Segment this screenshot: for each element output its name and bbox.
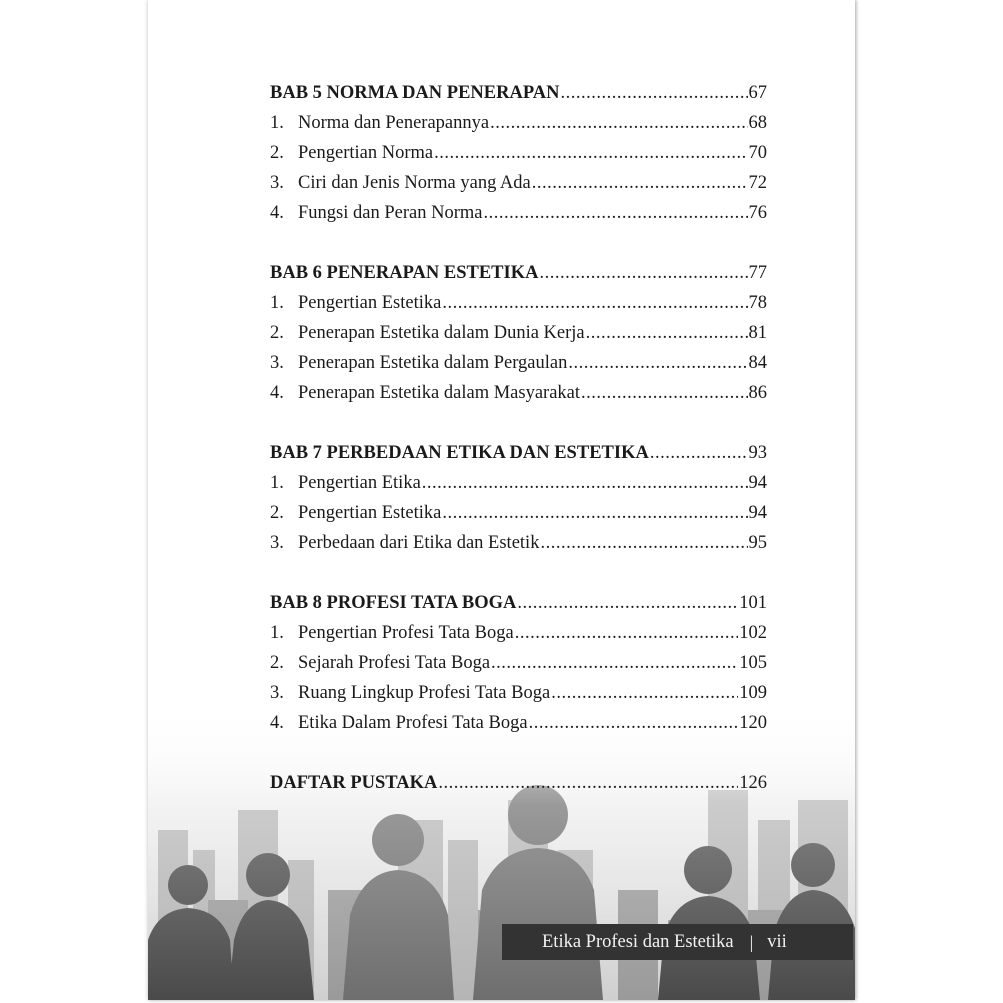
toc-entry-number: 3.	[270, 533, 284, 553]
toc-entry-number: 1.	[270, 113, 284, 133]
toc-entry-page: 95	[748, 533, 767, 553]
toc-chapter	[270, 258, 767, 408]
toc-entry[interactable]	[270, 618, 767, 648]
toc-entry-number: 1.	[270, 473, 284, 493]
toc-entry[interactable]	[270, 528, 767, 558]
toc-entry-number: 2.	[270, 143, 284, 163]
footer-page-number: vii	[767, 932, 787, 952]
toc-entry-number: 2.	[270, 503, 284, 523]
toc-entry-number: 2.	[270, 653, 284, 673]
toc-entry-page: 102	[739, 623, 767, 643]
toc-leader-dots	[422, 468, 748, 498]
toc-entry[interactable]	[270, 198, 767, 228]
toc-leader-dots	[586, 318, 748, 348]
toc-entry-page: 70	[748, 143, 767, 163]
toc-chapter	[270, 78, 767, 228]
toc-entry[interactable]	[270, 108, 767, 138]
toc-entry-title: Penerapan Estetika dalam Pergaulan	[298, 353, 568, 373]
toc-chapter-title: DAFTAR PUSTAKA	[270, 773, 438, 793]
footer-book-title: Etika Profesi dan Estetika	[542, 932, 734, 952]
toc-chapter-title: BAB 8 PROFESI TATA BOGA	[270, 593, 517, 613]
toc-chapter-heading[interactable]	[270, 78, 767, 108]
document-page	[148, 0, 855, 1000]
toc-leader-dots	[490, 108, 747, 138]
toc-leader-dots	[650, 438, 748, 468]
toc-leader-dots	[540, 528, 747, 558]
toc-entry-page: 109	[739, 683, 767, 703]
toc-leader-dots	[532, 168, 748, 198]
toc-leader-dots	[581, 378, 747, 408]
toc-leader-dots	[529, 708, 739, 738]
toc-entry[interactable]	[270, 708, 767, 738]
toc-entry-title: Pengertian Etika	[298, 473, 421, 493]
toc-entry-title: Pengertian Profesi Tata Boga	[298, 623, 514, 643]
toc-entry-page: 94	[748, 503, 767, 523]
toc-chapter-heading[interactable]	[270, 258, 767, 288]
toc-chapter-heading[interactable]	[270, 588, 767, 618]
toc-entry[interactable]	[270, 678, 767, 708]
toc-chapter-heading[interactable]	[270, 768, 767, 798]
toc-chapter-page: 126	[739, 773, 767, 793]
toc-entry-page: 72	[748, 173, 767, 193]
toc-entry-number: 3.	[270, 683, 284, 703]
toc-entry-number: 2.	[270, 323, 284, 343]
toc-chapter	[270, 588, 767, 738]
toc-leader-dots	[539, 258, 747, 288]
toc-entry-page: 68	[748, 113, 767, 133]
toc-chapter-page: 77	[748, 263, 767, 283]
toc-chapter-title: BAB 6 PENERAPAN ESTETIKA	[270, 263, 539, 283]
toc-entry[interactable]	[270, 648, 767, 678]
toc-entry[interactable]	[270, 348, 767, 378]
toc-entry-number: 1.	[270, 293, 284, 313]
toc-leader-dots	[483, 198, 747, 228]
toc-leader-dots	[551, 678, 738, 708]
toc-chapter-page: 101	[739, 593, 767, 613]
toc-entry[interactable]	[270, 288, 767, 318]
toc-entry[interactable]	[270, 138, 767, 168]
toc-entry-title: Penerapan Estetika dalam Dunia Kerja	[298, 323, 585, 343]
toc-entry-title: Pengertian Estetika	[298, 293, 442, 313]
toc-entry-page: 78	[748, 293, 767, 313]
toc-entry-title: Norma dan Penerapannya	[298, 113, 490, 133]
toc-entry-number: 1.	[270, 623, 284, 643]
toc-entry-number: 3.	[270, 173, 284, 193]
toc-chapter-title: BAB 7 PERBEDAAN ETIKA DAN ESTETIKA	[270, 443, 649, 463]
toc-leader-dots	[515, 618, 739, 648]
toc-entry-number: 4.	[270, 203, 284, 223]
toc-entry-page: 76	[748, 203, 767, 223]
toc-entry-page: 81	[748, 323, 767, 343]
toc-chapter	[270, 438, 767, 558]
toc-chapter-page: 67	[748, 83, 767, 103]
toc-entry[interactable]	[270, 498, 767, 528]
toc-leader-dots	[442, 498, 747, 528]
toc-entry-number: 3.	[270, 353, 284, 373]
toc-leader-dots	[438, 768, 738, 798]
toc-entry-number: 4.	[270, 383, 284, 403]
toc-entry-title: Pengertian Estetika	[298, 503, 442, 523]
toc-entry-title: Etika Dalam Profesi Tata Boga	[298, 713, 528, 733]
toc-chapter-page: 93	[748, 443, 767, 463]
page-footer	[502, 924, 853, 960]
toc-chapter-heading[interactable]	[270, 438, 767, 468]
toc-entry-title: Fungsi dan Peran Norma	[298, 203, 483, 223]
toc-entry-title: Ruang Lingkup Profesi Tata Boga	[298, 683, 551, 703]
toc-entry-title: Sejarah Profesi Tata Boga	[298, 653, 491, 673]
toc-leader-dots	[561, 78, 748, 108]
toc-entry[interactable]	[270, 318, 767, 348]
toc-entry-title: Pengertian Norma	[298, 143, 434, 163]
toc-entry-page: 94	[748, 473, 767, 493]
toc-entry-page: 86	[748, 383, 767, 403]
toc-entry-title: Penerapan Estetika dalam Masyarakat	[298, 383, 581, 403]
toc-chapter	[270, 768, 767, 798]
footer-separator: |	[749, 932, 754, 952]
toc-entry-number: 4.	[270, 713, 284, 733]
table-of-contents	[270, 78, 767, 828]
toc-entry-title: Ciri dan Jenis Norma yang Ada	[298, 173, 531, 193]
toc-leader-dots	[442, 288, 747, 318]
toc-entry-page: 120	[739, 713, 767, 733]
toc-entry-title: Perbedaan dari Etika dan Estetik	[298, 533, 540, 553]
toc-entry[interactable]	[270, 378, 767, 408]
toc-entry[interactable]	[270, 468, 767, 498]
toc-entry-page: 105	[739, 653, 767, 673]
toc-entry[interactable]	[270, 168, 767, 198]
toc-leader-dots	[568, 348, 747, 378]
toc-leader-dots	[517, 588, 738, 618]
toc-chapter-title: BAB 5 NORMA DAN PENERAPAN	[270, 83, 560, 103]
toc-leader-dots	[434, 138, 747, 168]
toc-leader-dots	[491, 648, 738, 678]
toc-entry-page: 84	[748, 353, 767, 373]
